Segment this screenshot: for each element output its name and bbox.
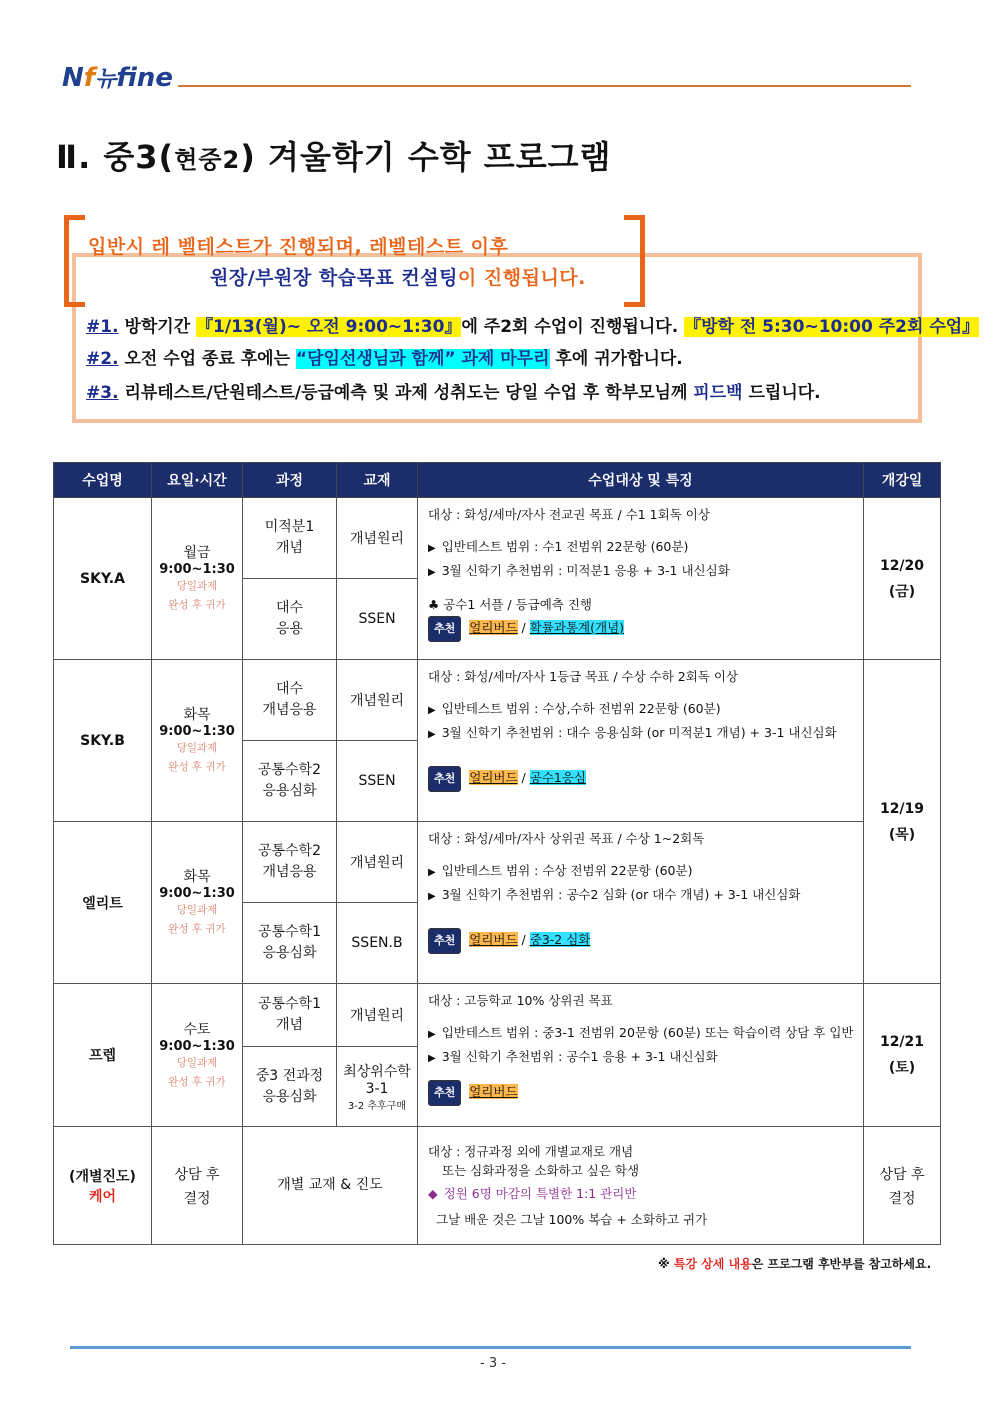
schedule-cell: 화목 9:00~1:30 당일과제 완성 후 귀가 [152, 822, 243, 984]
page-title: Ⅱ. 중3(현중2) 겨울학기 수학 프로그램 [56, 138, 612, 176]
schedule-cell: 상담 후 결정 [152, 1127, 243, 1245]
schedule-cell: 화목 9:00~1:30 당일과제 완성 후 귀가 [152, 660, 243, 822]
features-cell: 대상 : 정규과정 외에 개별교재로 개념 또는 심화과정을 소화하고 싶은 학생 ◆ 정원 6명 마감의 특별한 1:1 관리반 그날 배운 것은 그날 100% 복습 + 소화하고 귀가 [418, 1127, 864, 1245]
features-cell: 대상 : 화성/세마/자사 상위권 목표 / 수상 1~2회독 ▶ 입반테스트 범위 : 수상 전범위 22문항 (60분) ▶ 3월 신학기 추천범위 : 공수2 심화 (or 대수 개념) + 3-1 내신심화 추천 얼리버드 / 중3-2 심화 [418, 822, 864, 984]
triangle-icon: ▶ [428, 705, 436, 716]
header-features: 수업대상 및 특징 [418, 463, 864, 498]
open-date-cell: 12/19 (목) [864, 660, 941, 984]
process-cell: 개별 교재 & 진도 [243, 1127, 418, 1245]
table-row [54, 498, 941, 579]
header-schedule: 요일·시간 [152, 463, 243, 498]
book-cell: SSEN.B [337, 903, 418, 984]
notice-item-1: #1. 방학기간 『1/13(월)~ 오전 9:00~1:30』에 주2회 수업이 진행됩니다. 『방학 전 5:30~10:00 주2회 수업』 [86, 317, 980, 337]
notice-line-1: 입반시 레 벨테스트가 진행되며, 레벨테스트 이후 [88, 236, 509, 258]
triangle-icon: ▶ [428, 543, 436, 554]
book-cell: 개념원리 [337, 822, 418, 903]
triangle-icon: ▶ [428, 1053, 436, 1064]
book-cell: 최상위수학 3-1 3-2 추후구매 [337, 1047, 418, 1127]
book-cell: 개념원리 [337, 498, 418, 579]
course-name: 엘리트 [54, 822, 152, 984]
recommend-badge: 추천 [428, 766, 461, 792]
process-cell: 공통수학2 개념응용 [243, 822, 337, 903]
table-row [54, 660, 941, 741]
book-cell: 개념원리 [337, 984, 418, 1047]
course-name: SKY.B [54, 660, 152, 822]
table-row [54, 822, 941, 903]
header-process: 과정 [243, 463, 337, 498]
header-divider [178, 85, 911, 87]
footer-divider [70, 1346, 911, 1349]
features-cell: 대상 : 고등학교 10% 상위권 목표 ▶ 입반테스트 범위 : 중3-1 전범위 20문항 (60분) 또는 학습이력 상담 후 입반 ▶ 3월 신학기 추천범위 : 공수1 응용 + 3-1 내신심화 추천 얼리버드 [418, 984, 864, 1127]
triangle-icon: ▶ [428, 867, 436, 878]
features-cell: 대상 : 화성/세마/자사 1등급 목표 / 수상 수하 2회독 이상 ▶ 입반테스트 범위 : 수상,수하 전범위 22문항 (60분) ▶ 3월 신학기 추천범위 : 대수 응용심화 (or 미적분1 개념) + 3-1 내신심화 추천 얼리버드 / 공수1응심 [418, 660, 864, 822]
notice-item-3: #3. 리뷰테스트/단원테스트/등급예측 및 과제 성취도는 당일 수업 후 학부모님께 피드백 드립니다. [86, 383, 821, 403]
process-cell: 공통수학1 응용심화 [243, 903, 337, 984]
recommend-badge: 추천 [428, 616, 461, 642]
book-cell: 개념원리 [337, 660, 418, 741]
header-open-date: 개강일 [864, 463, 941, 498]
process-cell: 공통수학1 개념 [243, 984, 337, 1047]
process-cell: 대수 응용 [243, 579, 337, 660]
open-date-cell: 12/21 (토) [864, 984, 941, 1127]
recommend-badge: 추천 [428, 1080, 461, 1106]
triangle-icon: ▶ [428, 729, 436, 740]
page-number: - 3 - [480, 1356, 506, 1371]
schedule-cell: 월금 9:00~1:30 당일과제 완성 후 귀가 [152, 498, 243, 660]
open-date-cell: 상담 후 결정 [864, 1127, 941, 1245]
schedule-cell: 수토 9:00~1:30 당일과제 완성 후 귀가 [152, 984, 243, 1127]
open-date-cell: 12/20 (금) [864, 498, 941, 660]
program-table [53, 462, 941, 1245]
triangle-icon: ▶ [428, 567, 436, 578]
triangle-icon: ▶ [428, 1029, 436, 1040]
course-name: 프렙 [54, 984, 152, 1127]
recommend-badge: 추천 [428, 928, 461, 954]
notice-line-2: 원장/부원장 학습목표 컨설팅이 진행됩니다. [210, 267, 586, 289]
diamond-icon: ◆ [428, 1185, 438, 1201]
process-cell: 대수 개념응용 [243, 660, 337, 741]
header-course: 수업명 [54, 463, 152, 498]
right-bracket [624, 215, 645, 307]
logo: Nf뉴fine [62, 63, 173, 93]
process-cell: 중3 전과정 응용심화 [243, 1047, 337, 1127]
table-row [54, 1127, 941, 1245]
left-bracket [64, 215, 85, 307]
table-row [54, 984, 941, 1047]
process-cell: 공통수학2 응용심화 [243, 741, 337, 822]
header-book: 교재 [337, 463, 418, 498]
book-cell: SSEN [337, 741, 418, 822]
process-cell: 미적분1 개념 [243, 498, 337, 579]
course-name: (개별진도) 케어 [54, 1127, 152, 1245]
features-cell: 대상 : 화성/세마/자사 전교권 목표 / 수1 1회독 이상 ▶ 입반테스트 범위 : 수1 전범위 22문항 (60분) ▶ 3월 신학기 추천범위 : 미적분1 응용 + 3-1 내신심화 ♣ 공수1 서플 / 등급예측 진행 추천 얼리버드 / 확률과통계(개념) [418, 498, 864, 660]
table-header-row [54, 463, 941, 498]
book-cell: SSEN [337, 579, 418, 660]
footnote: ※ 특강 상세 내용은 프로그램 후반부를 참고하세요. [658, 1257, 932, 1271]
course-name: SKY.A [54, 498, 152, 660]
triangle-icon: ▶ [428, 891, 436, 902]
notice-item-2: #2. 오전 수업 종료 후에는 “담임선생님과 함께” 과제 마무리 후에 귀가합니다. [86, 349, 683, 369]
